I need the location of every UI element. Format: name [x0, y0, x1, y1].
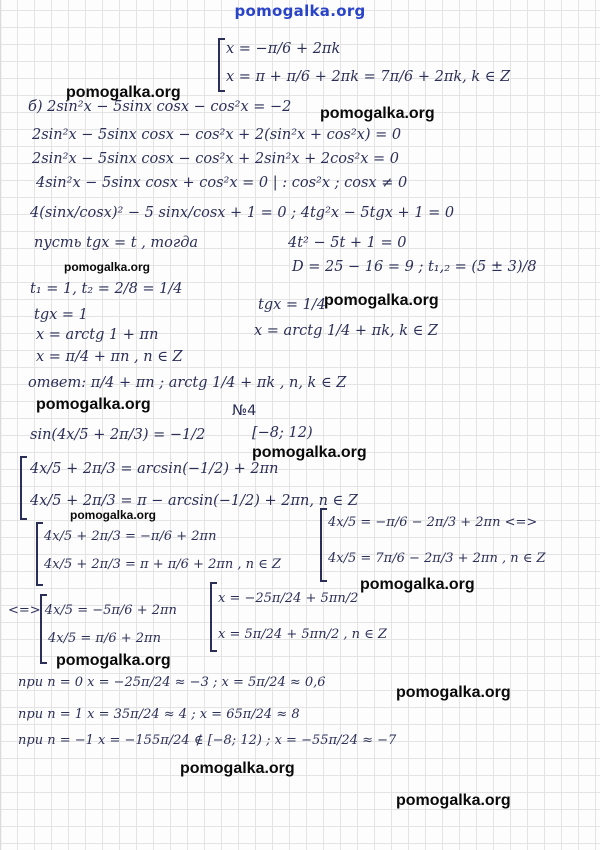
interval-label: [−8; 12) [252, 425, 313, 441]
solution-line: 4t² − 5t + 1 = 0 [288, 235, 407, 251]
watermark: pomogalka.org [252, 444, 367, 461]
watermark: pomogalka.org [36, 396, 151, 413]
watermark: pomogalka.org [180, 760, 295, 777]
solution-line: б) 2sin²x − 5sinx cosx − cos²x = −2 [28, 99, 292, 115]
task-number: №4 [232, 403, 257, 419]
solution-line: x = π + π/6 + 2πk = 7π/6 + 2πk, k ∈ Z [226, 69, 511, 85]
solution-line: 4x/5 + 2π/3 = −π/6 + 2πn [44, 529, 217, 544]
solution-line: 4sin²x − 5sinx cosx + cos²x = 0 | : cos²x ; cosx ≠ 0 [36, 175, 408, 191]
watermark: pomogalka.org [396, 792, 511, 809]
solution-line: 2sin²x − 5sinx cosx − cos²x + 2sin²x + 2cos²x = 0 [32, 151, 400, 167]
watermark: pomogalka.org [70, 508, 157, 522]
solution-line: D = 25 − 16 = 9 ; t₁,₂ = (5 ± 3)/8 [292, 259, 537, 275]
system-brace [20, 456, 27, 520]
solution-line: x = arctg 1 + πn [36, 327, 159, 343]
solution-line: tgx = 1 [34, 307, 88, 323]
system-brace [218, 38, 225, 92]
page-fold-shadow [0, 0, 2, 850]
solution-line: 4x/5 = 7π/6 − 2π/3 + 2πn , n ∈ Z [328, 551, 546, 566]
watermark: pomogalka.org [360, 576, 475, 593]
watermark: pomogalka.org [66, 84, 181, 101]
system-brace [320, 508, 327, 582]
watermark: pomogalka.org [324, 292, 439, 309]
solution-line: 4x/5 = −π/6 − 2π/3 + 2πn <=> [328, 515, 538, 530]
solution-line: при n = 1 x = 35π/24 ≈ 4 ; x = 65π/24 ≈ 8 [18, 707, 300, 722]
solution-line: x = arctg 1/4 + πk, k ∈ Z [254, 323, 439, 339]
solution-line: sin(4x/5 + 2π/3) = −1/2 [30, 427, 206, 443]
answer-line: ответ: π/4 + πn ; arctg 1/4 + πk , n, k ∈ Z [28, 375, 347, 391]
solution-line: 2sin²x − 5sinx cosx − cos²x + 2(sin²x + cos²x) = 0 [32, 127, 402, 143]
solution-line: 4x/5 + 2π/3 = π − arcsin(−1/2) + 2πn, n ∈ Z [30, 493, 358, 509]
watermark: pomogalka.org [320, 105, 435, 122]
watermark: pomogalka.org [56, 652, 171, 669]
solution-line: 4(sinx/cosx)² − 5 sinx/cosx + 1 = 0 ; 4tg²x − 5tgx + 1 = 0 [30, 205, 455, 221]
solution-line: 4x/5 = π/6 + 2πn [48, 631, 161, 646]
solution-line: x = −π/6 + 2πk [226, 41, 341, 57]
solution-line: 4x/5 + 2π/3 = arcsin(−1/2) + 2πn [30, 461, 279, 477]
watermark: pomogalka.org [64, 260, 151, 274]
system-brace [210, 582, 217, 652]
solution-line: x = −25π/24 + 5πn/2 [218, 591, 359, 606]
system-brace [36, 522, 43, 586]
watermark: pomogalka.org [396, 684, 511, 701]
solution-line: <=> 4x/5 = −5π/6 + 2πn [8, 603, 177, 618]
solution-line: при n = −1 x = −155π/24 ∉ [−8; 12) ; x = −55π/24 ≈ −7 [18, 733, 397, 748]
solution-line: t₁ = 1, t₂ = 2/8 = 1/4 [30, 281, 183, 297]
site-header[interactable]: pomogalka.org [234, 2, 366, 20]
solution-line: при n = 0 x = −25π/24 ≈ −3 ; x = 5π/24 ≈ 0,6 [18, 675, 326, 690]
solution-line: 4x/5 + 2π/3 = π + π/6 + 2πn , n ∈ Z [44, 557, 281, 572]
solution-line: пусть tgx = t , тогда [34, 235, 199, 251]
solution-line: tgx = 1/4 [258, 297, 326, 313]
solution-line: x = π/4 + πn , n ∈ Z [36, 349, 183, 365]
solution-line: x = 5π/24 + 5πn/2 , n ∈ Z [218, 627, 387, 642]
